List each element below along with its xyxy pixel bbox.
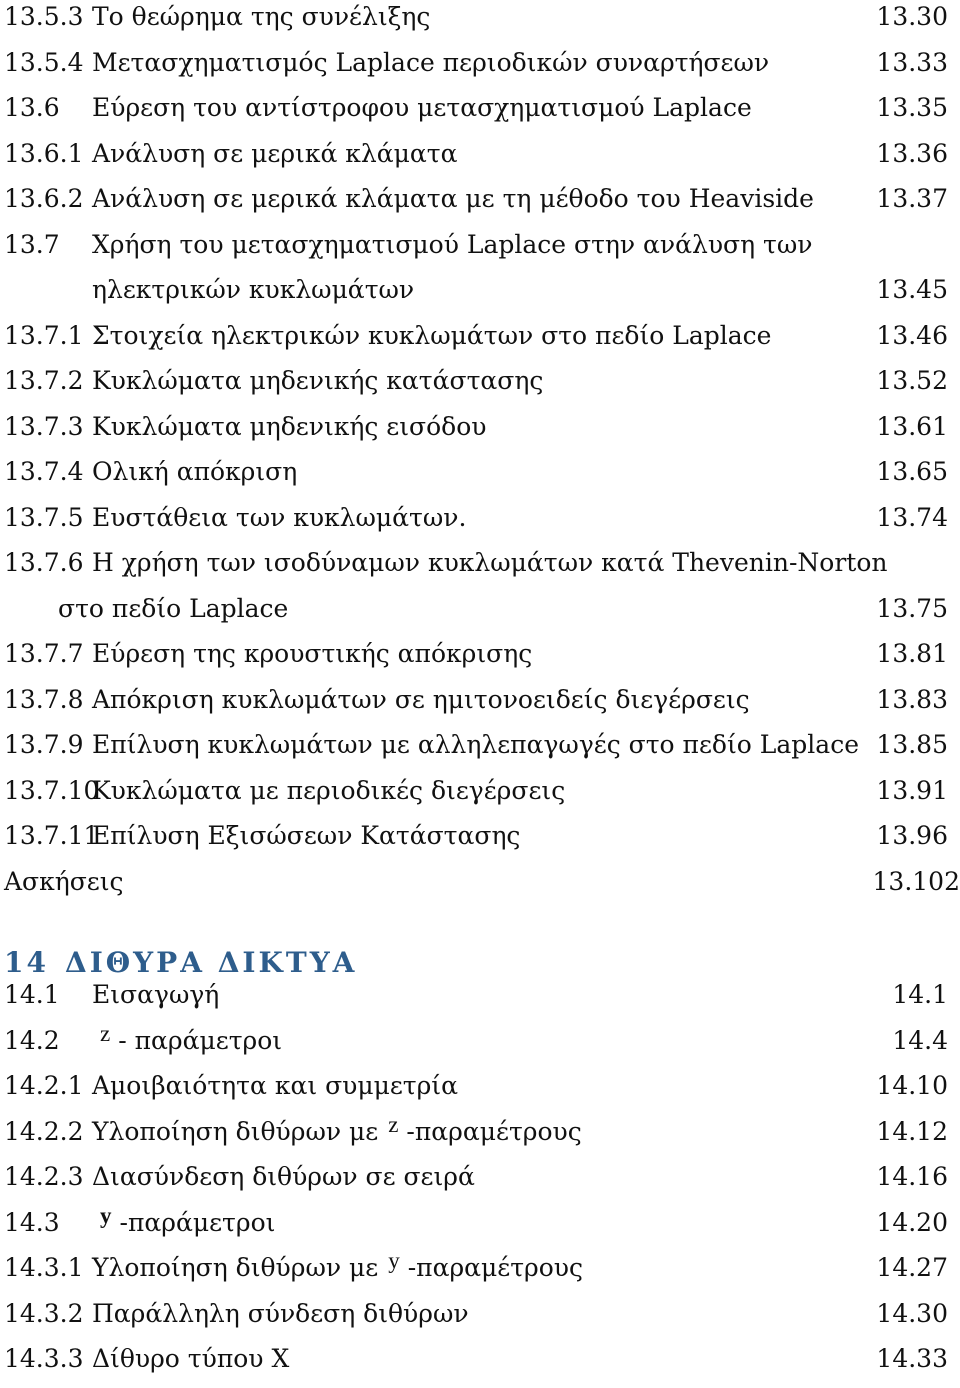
toc-entry[interactable] [4, 1342, 960, 1388]
entry-title: Ανάλυση σε μερικά κλάματα [92, 138, 458, 168]
entry-page: 13.30 [876, 2, 948, 31]
entry-page: 14.27 [876, 1253, 948, 1282]
entry-page: 13.52 [876, 366, 948, 395]
toc-entry[interactable] [4, 1202, 960, 1252]
entry-title: Επίλυση Εξισώσεων Κατάστασης [92, 821, 521, 850]
entry-number: 13.6 [4, 93, 60, 122]
parameter-symbol: z [100, 1020, 111, 1046]
entry-title: Το θεώρημα της συνέλιξης [92, 2, 431, 31]
entry-number: 14.2 [4, 1025, 60, 1055]
toc-entry[interactable] [4, 228, 960, 274]
toc-entry[interactable] [4, 592, 960, 638]
entry-title: Ανάλυση σε μερικά κλάματα με τη μέθοδο του Heaviside [92, 184, 814, 213]
entry-page: 13.75 [876, 593, 948, 623]
entry-page: 13.85 [876, 730, 948, 759]
entry-title-text: Παράλληλη σύνδεση διθύρων [92, 1298, 469, 1328]
toc-entry[interactable] [4, 501, 960, 547]
entry-number: 14.2.3 [4, 1162, 84, 1191]
entry-number: 13.7.11 [4, 821, 100, 850]
entry-page: 14.30 [876, 1298, 948, 1328]
parameter-symbol: z [388, 1111, 399, 1137]
toc-entry[interactable] [4, 455, 960, 501]
toc-entry[interactable] [4, 774, 960, 820]
entry-title: Ασκήσεις [4, 866, 124, 896]
entry-title: Ευστάθεια των κυκλωμάτων. [92, 502, 467, 532]
entry-page: 13.45 [876, 275, 948, 304]
toc-entry[interactable] [4, 728, 960, 774]
entry-title-suffix: -παραμέτρους [406, 1116, 582, 1146]
entry-title: στο πεδίο Laplace [58, 593, 289, 623]
toc-entry[interactable] [4, 0, 960, 46]
entry-page: 13.96 [876, 821, 948, 850]
toc-entry[interactable] [4, 364, 960, 410]
entry-page: 14.20 [876, 1207, 948, 1237]
entry-title [92, 1160, 475, 1194]
toc-chapter-14 [4, 918, 960, 1388]
entry-title: Κυκλώματα με περιοδικές διεγέρσεις [92, 775, 566, 805]
entry-page: 13.36 [876, 138, 948, 168]
entry-title: Στοιχεία ηλεκτρικών κυκλωμάτων στο πεδίο Laplace [92, 320, 772, 350]
entry-page: 14.1 [892, 980, 948, 1009]
entry-title: Μετασχηματισμός Laplace περιοδικών συναρτήσεων [92, 47, 770, 77]
entry-number: 14.2.2 [4, 1116, 84, 1146]
entry-number: 14.3.3 [4, 1344, 84, 1373]
entry-number: 13.7.3 [4, 411, 84, 441]
chapter-title: ΔΙΘΥΡΑ ΔΙΚΤΥΑ [64, 946, 358, 979]
toc-entry[interactable] [4, 319, 960, 365]
entry-page: 13.33 [876, 47, 948, 77]
toc-entry[interactable] [4, 1069, 960, 1115]
toc-entry[interactable] [4, 1160, 960, 1206]
entry-page: 13.61 [876, 411, 948, 441]
toc-entry[interactable] [4, 637, 960, 683]
entry-page: 14.10 [876, 1071, 948, 1100]
toc-entry[interactable] [4, 978, 960, 1024]
entry-title [92, 1297, 469, 1331]
toc-entry[interactable] [4, 273, 960, 319]
entry-title: Εύρεση της κρουστικής απόκρισης [92, 639, 533, 668]
entry-title [92, 1342, 289, 1376]
entry-number: 13.7.10 [4, 775, 100, 805]
entry-number: 13.6.1 [4, 138, 84, 168]
entry-page: 14.12 [876, 1116, 948, 1146]
entry-page: 13.74 [876, 502, 948, 532]
entry-page: 13.83 [876, 684, 948, 714]
entry-number: 13.7.5 [4, 502, 84, 532]
toc-entry[interactable] [4, 865, 960, 911]
entry-title-text: Δίθυρο τύπου Χ [92, 1344, 290, 1373]
entry-number: 14.1 [4, 980, 60, 1009]
entry-title [92, 978, 219, 1012]
toc-entry[interactable] [4, 546, 960, 592]
entry-page: 13.35 [876, 93, 948, 122]
entry-title-text: Υλοποίηση διθύρων με [92, 1253, 379, 1282]
entry-number: 13.7.4 [4, 457, 84, 486]
entry-title: Η χρήση των ισοδύναμων κυκλωμάτων κατά Thevenin-Norton [92, 548, 888, 577]
toc-entry[interactable] [4, 1111, 960, 1161]
parameter-symbol: y [100, 1202, 112, 1228]
entry-title-suffix: -παράμετροι [119, 1207, 276, 1237]
entry-number: 14.3.1 [4, 1253, 84, 1282]
toc-entry[interactable] [4, 137, 960, 183]
entry-page: 14.33 [876, 1344, 948, 1373]
entry-title-suffix: -παραμέτρους [407, 1253, 584, 1282]
toc-entry[interactable] [4, 91, 960, 137]
entry-number: 13.7.2 [4, 366, 84, 395]
entry-number: 13.7.7 [4, 639, 84, 668]
entry-title: ηλεκτρικών κυκλωμάτων [92, 275, 415, 304]
entry-title: Χρήση του μετασχηματισμού Laplace στην ανάλυση των [92, 229, 813, 259]
toc-entry[interactable] [4, 683, 960, 729]
entry-page: 14.16 [876, 1162, 948, 1191]
entry-number: 13.6.2 [4, 184, 84, 213]
entry-page: 13.65 [876, 457, 948, 486]
entry-title-text: Υλοποίηση διθύρων με [92, 1116, 379, 1146]
entry-title: Κυκλώματα μηδενικής εισόδου [92, 411, 487, 441]
entry-title: Απόκριση κυκλωμάτων σε ημιτονοειδείς διεγέρσεις [92, 684, 750, 714]
toc-entry[interactable] [4, 46, 960, 92]
entry-number: 13.7.1 [4, 320, 84, 350]
toc-entry[interactable] [4, 1297, 960, 1343]
parameter-symbol: y [388, 1248, 400, 1273]
entry-title: Κυκλώματα μηδενικής κατάστασης [92, 366, 544, 395]
toc-chapter-13 [4, 0, 960, 910]
entry-number: 14.3.2 [4, 1298, 84, 1328]
entry-title [92, 1248, 584, 1286]
entry-title-text: Εισαγωγή [92, 980, 220, 1009]
entry-number: 14.3 [4, 1207, 60, 1237]
chapter-number: 14 [4, 946, 49, 979]
entry-title-text: Διασύνδεση διθύρων σε σειρά [92, 1162, 475, 1191]
toc-entry[interactable] [4, 182, 960, 228]
entry-page: 13.102 [872, 866, 960, 896]
entry-number: 13.5.3 [4, 2, 84, 31]
entry-number: 13.7.8 [4, 684, 84, 714]
entry-title [92, 1020, 283, 1059]
entry-title [92, 1202, 276, 1241]
toc-entry[interactable] [4, 819, 960, 865]
entry-page: 13.46 [876, 320, 948, 350]
entry-title [92, 1069, 458, 1103]
toc-entry[interactable] [4, 1020, 960, 1070]
entry-title: Εύρεση του αντίστροφου μετασχηματισμού Laplace [92, 93, 752, 122]
entry-number: 13.7.9 [4, 730, 84, 759]
entry-page: 13.37 [876, 184, 948, 213]
entry-number: 14.2.1 [4, 1071, 84, 1100]
entry-title: Ολική απόκριση [92, 457, 298, 486]
entry-page: 13.81 [876, 639, 948, 668]
toc-entry[interactable] [4, 1248, 960, 1297]
entry-number: 13.7.6 [4, 548, 84, 577]
entry-page: 14.4 [892, 1025, 948, 1055]
entry-title-text: Αμοιβαιότητα και συμμετρία [92, 1071, 458, 1100]
entry-page: 13.91 [876, 775, 948, 805]
entry-number: 13.5.4 [4, 47, 84, 77]
entry-title [92, 1111, 582, 1150]
entry-title: Επίλυση κυκλωμάτων με αλληλεπαγωγές στο πεδίο Laplace [92, 730, 859, 759]
toc-entry[interactable] [4, 410, 960, 456]
entry-title-suffix: - παράμετροι [118, 1025, 283, 1055]
entry-number: 13.7 [4, 229, 60, 259]
